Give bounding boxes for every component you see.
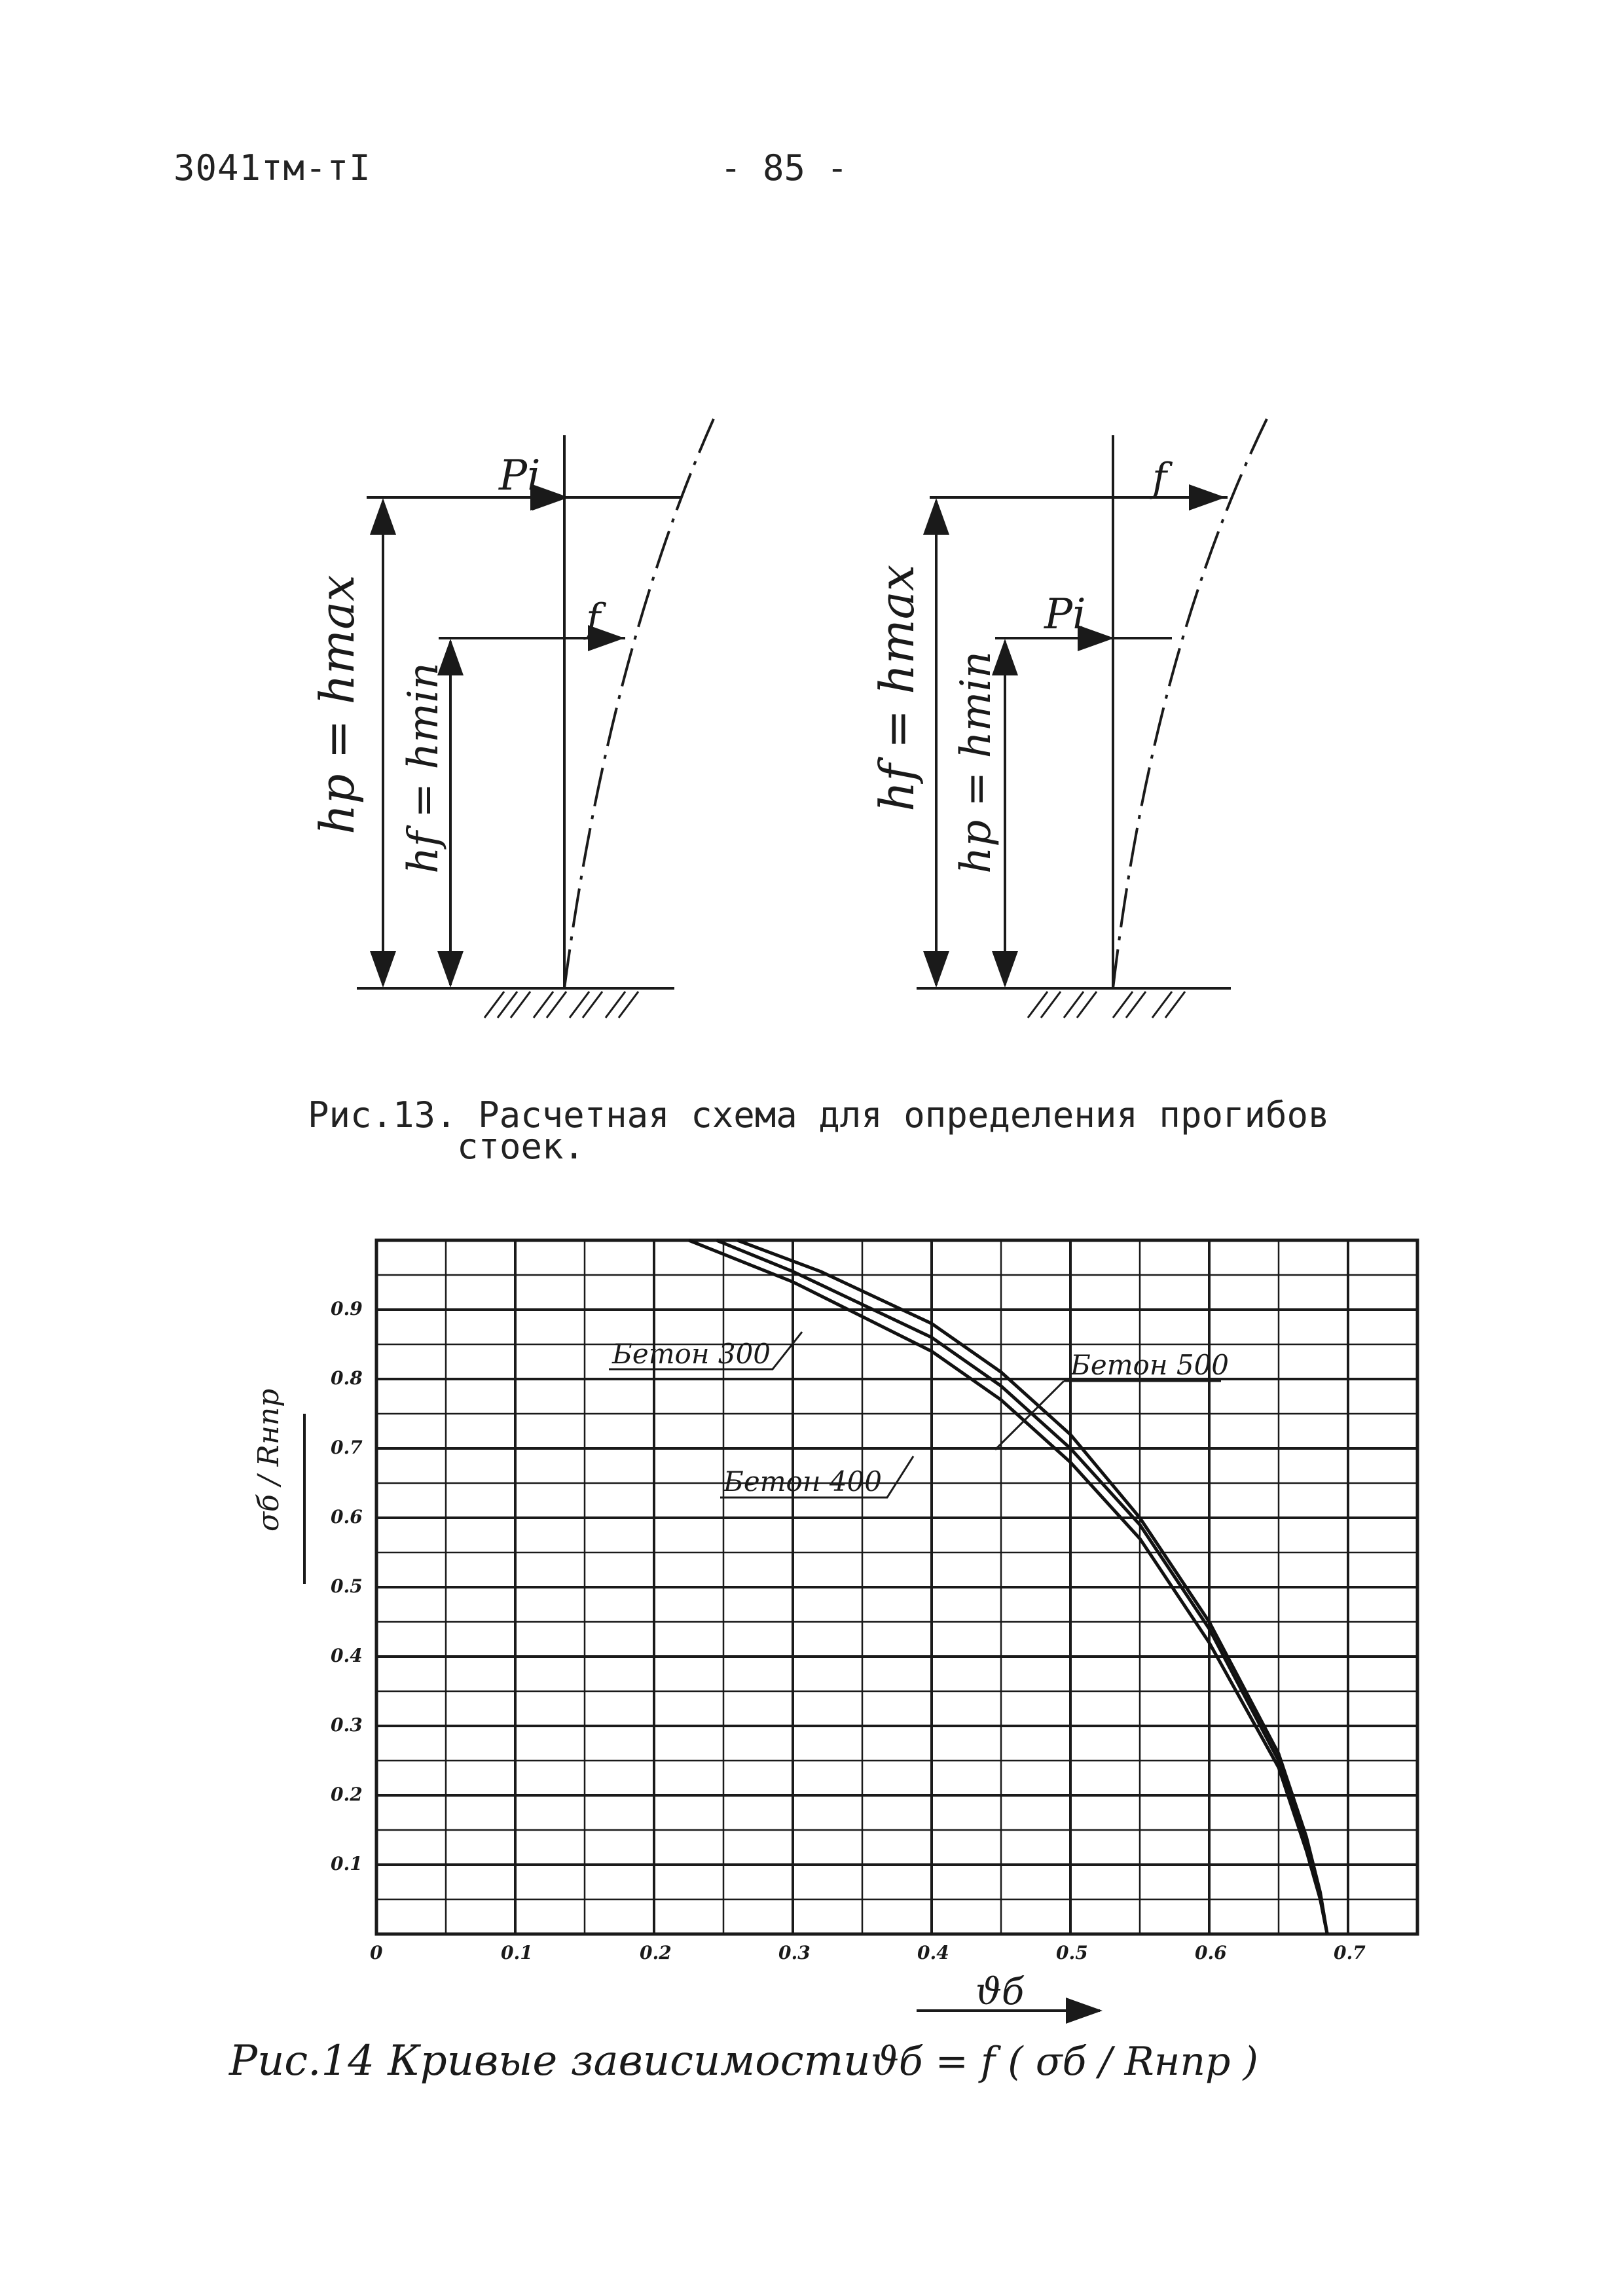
x-axis-label: ϑб <box>976 1971 1025 2013</box>
y-tick-label: 0.1 <box>331 1853 363 1874</box>
x-tick-label: 0.1 <box>501 1942 533 1964</box>
y-tick-label: 0.5 <box>331 1575 363 1597</box>
x-tick-label: 0.5 <box>1056 1942 1088 1964</box>
figure13-caption-line1: Рис.13. Расчетная схема для определения прогибов <box>308 1094 1330 1136</box>
legend-label-300: Бетон 300 <box>612 1338 771 1370</box>
y-tick-label: 0.4 <box>331 1645 363 1666</box>
x-tick-label: 0.4 <box>917 1942 949 1964</box>
figure14-caption-formula: ϑб = f ( σб / Rнпр ) <box>871 2039 1258 2085</box>
y-tick-label: 0.9 <box>331 1298 363 1319</box>
x-tick-label: 0 <box>370 1942 383 1964</box>
left-inner-dimension-label: hf = hmin <box>399 662 448 874</box>
x-tick-label: 0.6 <box>1195 1942 1227 1964</box>
legend-label-400: Бетон 400 <box>723 1465 883 1498</box>
y-axis-label-text: σб / Rнпр <box>252 1388 285 1532</box>
x-tick-label: 0.2 <box>640 1942 672 1964</box>
y-tick-label: 0.7 <box>331 1437 363 1458</box>
chart-grid <box>376 1240 1417 1934</box>
y-tick-label: 0.3 <box>331 1714 363 1736</box>
right-deflection-label: f <box>1152 455 1167 501</box>
left-deflection-label: f <box>586 596 601 641</box>
y-axis-label <box>252 1389 285 1532</box>
right-inner-dimension-label: hp = hmin <box>952 651 1000 874</box>
y-tick-label: 0.8 <box>331 1367 363 1389</box>
y-tick-label: 0.2 <box>331 1784 363 1805</box>
right-outer-dimension-label: hf = hmax <box>869 564 924 812</box>
x-tick-label: 0.7 <box>1334 1942 1366 1964</box>
x-tick-label: 0.3 <box>778 1942 811 1964</box>
figure13-caption-line2: стоек. <box>457 1126 585 1167</box>
page-number: - 85 - <box>720 147 848 188</box>
legend-leader-500 <box>995 1381 1221 1450</box>
y-tick-label: 0.6 <box>331 1506 363 1528</box>
left-outer-dimension-label: hp = hmax <box>310 575 365 834</box>
document-code: 3041тм-тI <box>173 147 371 188</box>
figure14-caption-prefix: Рис.14 Кривые зависимости <box>229 2037 871 2085</box>
left-load-label: Pi <box>499 452 541 500</box>
right-load-label: Pi <box>1044 590 1086 639</box>
legend-label-500: Бетон 500 <box>1070 1349 1230 1381</box>
